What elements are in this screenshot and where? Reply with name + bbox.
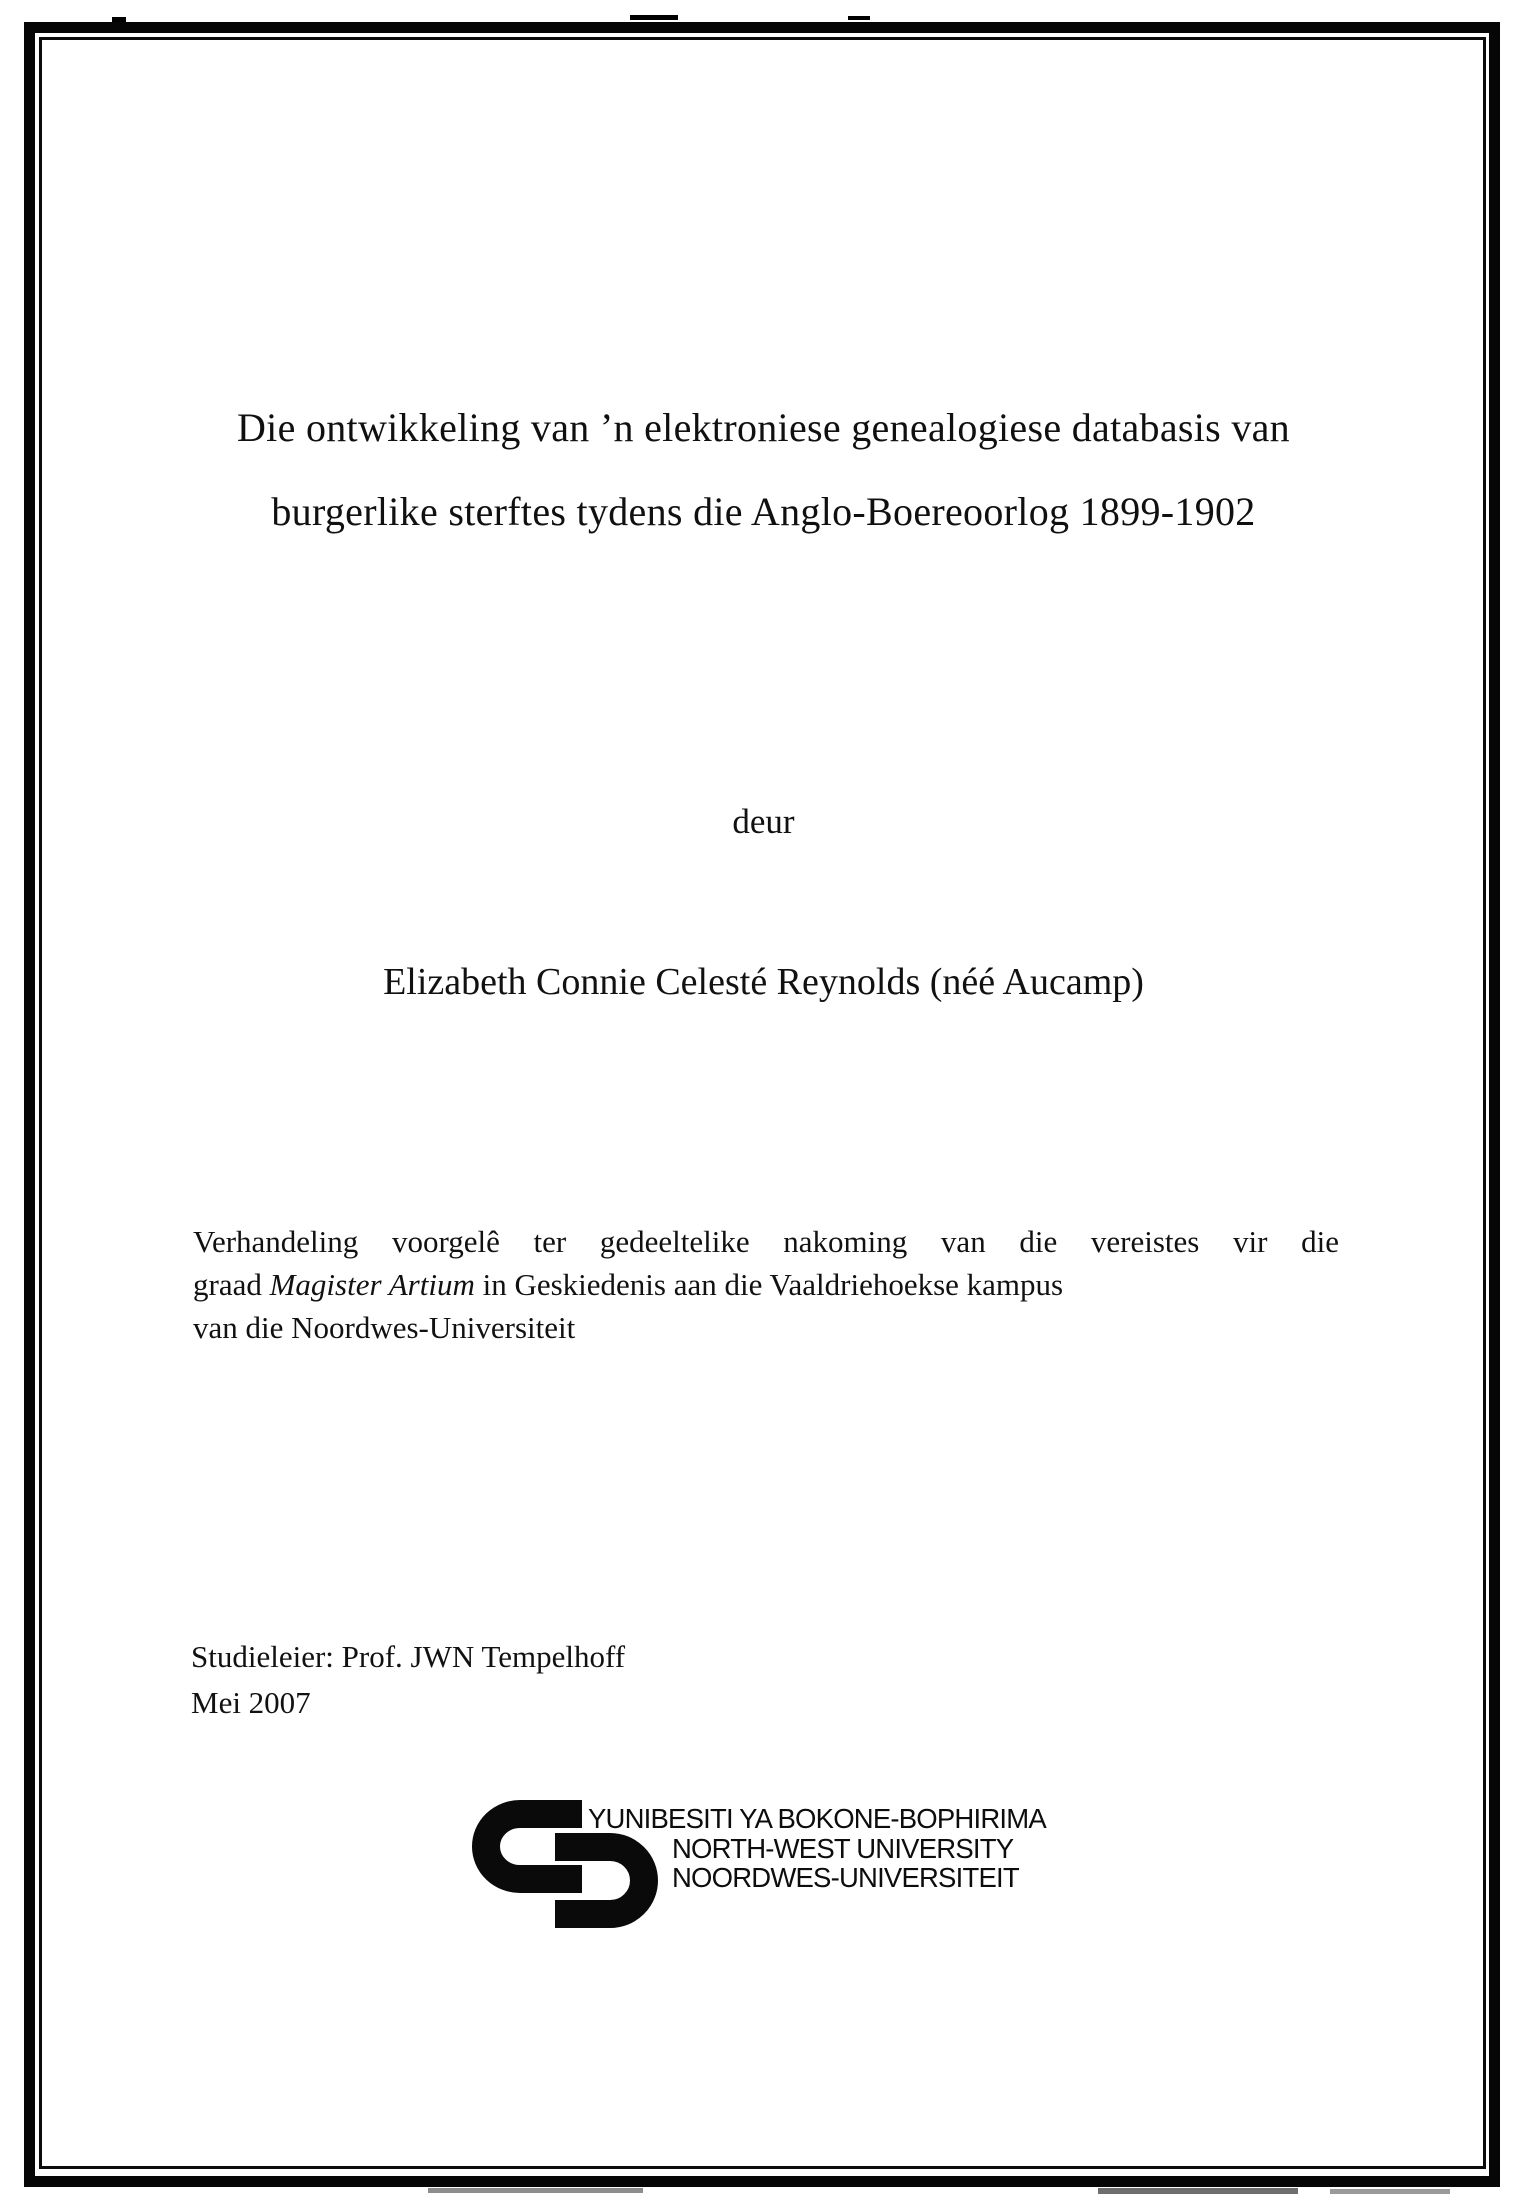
thesis-title-line-2: burgerlike sterftes tydens die Anglo-Boereoorlog 1899-1902 [271, 489, 1256, 534]
university-logo-text [588, 1804, 1046, 1893]
scan-artifact [112, 17, 126, 22]
scan-artifact [630, 15, 678, 20]
scan-artifact [1098, 2188, 1298, 2194]
author-name: Elizabeth Connie Celesté Reynolds (néé Aucamp) [383, 961, 1144, 1003]
university-name-afrikaans: NOORDWES-UNIVERSITEIT [672, 1862, 1019, 1893]
degree-statement-line2-prefix: graad [193, 1267, 270, 1302]
thesis-title-line-1: Die ontwikkeling van ’n elektroniese genealogiese databasis van [236, 405, 1290, 450]
scan-artifact [428, 2188, 643, 2193]
scan-artifact [1330, 2189, 1450, 2194]
date-line: Mei 2007 [191, 1685, 311, 1720]
university-name-english: NORTH-WEST UNIVERSITY [672, 1832, 1014, 1864]
supervisor-line: Studieleier: Prof. JWN Tempelhoff [191, 1639, 626, 1674]
degree-statement-line-2 [193, 1263, 1339, 1306]
byline: deur [732, 802, 795, 841]
degree-statement-line-1: Verhandeling voorgelê ter gedeeltelike nakoming van die vereistes vir die [193, 1224, 1339, 1259]
university-name-setswana: YUNIBESITI YA BOKONE-BOPHIRIMA [588, 1803, 1046, 1834]
thesis-title [0, 386, 1527, 554]
degree-statement [193, 1220, 1339, 1349]
degree-statement-line-3: van die Noordwes-Universiteit [193, 1310, 576, 1345]
degree-name: Magister Artium [269, 1267, 475, 1302]
scan-artifact [848, 16, 870, 20]
supervisor-block [191, 1634, 625, 1726]
degree-statement-line2-suffix: in Geskiedenis aan die Vaaldriehoekse kampus [474, 1267, 1064, 1302]
university-logo [472, 1800, 1092, 1940]
